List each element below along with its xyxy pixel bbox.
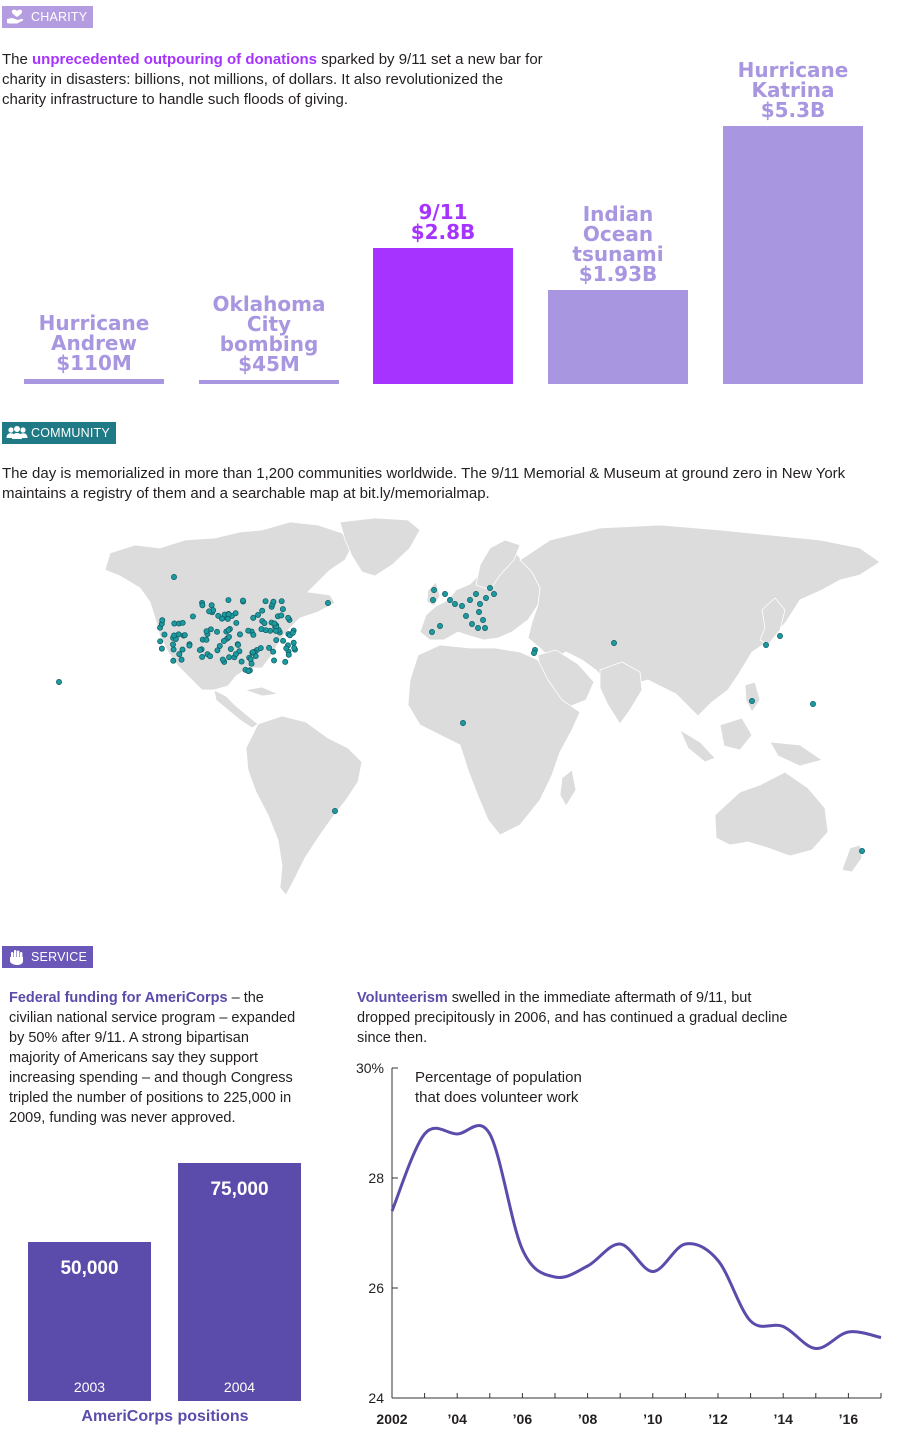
charity-bar: [373, 248, 513, 384]
land-greenland: [340, 518, 420, 576]
community-tag: [2, 422, 116, 444]
memorial-marker: [249, 661, 254, 666]
memorial-marker: [204, 629, 209, 634]
memorial-marker: [460, 720, 465, 725]
memorial-marker: [219, 616, 224, 621]
memorial-marker: [279, 613, 284, 618]
volunteer-rest: swelled in the immediate aftermath of 9/11, but dropped precipitously in 2006, and has continued a gradual decline since then.: [357, 990, 788, 1046]
y-tick-label: 24: [368, 1390, 384, 1406]
land-new-zealand: [842, 845, 862, 872]
memorial-marker: [226, 628, 231, 633]
memorial-marker: [482, 625, 487, 630]
charity-bar-value: $1.93B: [578, 262, 658, 287]
memorial-marker: [240, 598, 245, 603]
memorial-marker: [763, 642, 768, 647]
americorps-caption: AmeriCorps positions: [81, 1408, 249, 1425]
memorial-marker: [226, 634, 231, 639]
memorial-marker: [180, 647, 185, 652]
memorial-marker: [200, 654, 205, 659]
memorial-marker: [260, 608, 265, 613]
memorial-marker: [442, 591, 447, 596]
charity-bar-value: $110M: [56, 350, 132, 375]
memorial-marker: [158, 639, 163, 644]
community-tag-label: COMMUNITY: [31, 426, 110, 440]
charity-bar: [548, 290, 688, 384]
memorial-marker: [430, 597, 435, 602]
memorial-marker: [749, 698, 754, 703]
memorial-marker: [239, 659, 244, 664]
memorial-marker: [491, 591, 496, 596]
memorial-marker: [280, 638, 285, 643]
memorial-marker: [611, 640, 616, 645]
memorial-marker: [171, 658, 176, 663]
community-intro: The day is memorialized in more than 1,200 communities worldwide. The 9/11 Memorial & Museum at ground zero in New York maintains a registry of them and a searchable map at bit.ly/memorialmap.: [2, 465, 846, 502]
memorial-marker: [172, 621, 177, 626]
memorial-marker: [477, 601, 482, 606]
memorial-marker: [469, 621, 474, 626]
memorial-marker: [207, 654, 212, 659]
memorial-marker: [258, 645, 263, 650]
charity-bar: [24, 379, 164, 384]
memorial-marker: [160, 618, 165, 623]
memorial-marker: [291, 640, 296, 645]
americorps-bar-year: 2003: [73, 1378, 106, 1395]
land-north-america: [105, 522, 352, 690]
memorial-marker: [283, 659, 288, 664]
memorial-marker: [233, 611, 238, 616]
x-tick-label: ’10: [643, 1411, 663, 1427]
charity-bar-label: [363, 199, 523, 244]
memorial-marker: [273, 628, 278, 633]
charity-bar-name: Hurricane Katrina: [737, 58, 849, 102]
charity-tag: [2, 6, 93, 28]
americorps-bar-year: 2004: [223, 1379, 256, 1395]
raised-hand-icon: [6, 949, 28, 965]
memorial-marker: [204, 637, 209, 642]
memorial-marker: [209, 603, 214, 608]
memorial-marker: [286, 652, 291, 657]
memorial-marker: [233, 651, 238, 656]
volunteer-highlight: Volunteerism: [357, 990, 448, 1006]
memorial-marker: [483, 595, 488, 600]
memorial-marker: [179, 657, 184, 662]
memorial-marker: [271, 599, 276, 604]
memorial-marker: [452, 601, 457, 606]
memorial-marker: [437, 623, 442, 628]
memorial-marker: [480, 617, 485, 622]
charity-intro-prefix: The: [2, 51, 33, 68]
memorial-marker: [286, 615, 291, 620]
x-tick-label: ’08: [577, 1411, 598, 1427]
memorial-marker: [447, 597, 452, 602]
charity-bar-value: $2.8B: [410, 219, 476, 244]
charity-intro-highlight: unprecedented outpouring of donations: [32, 51, 317, 68]
memorial-marker: [859, 848, 864, 853]
chart-title-line: Percentage of population: [415, 1069, 582, 1086]
memorial-marker: [292, 645, 297, 650]
x-tick-label: ’14: [773, 1411, 793, 1427]
memorial-marker: [259, 627, 264, 632]
memorial-marker: [220, 657, 225, 662]
memorial-marker: [325, 600, 330, 605]
charity-bar-label: [713, 60, 873, 120]
charity-tag-label: CHARITY: [31, 10, 88, 24]
memorial-marker: [251, 615, 256, 620]
memorial-marker: [473, 591, 478, 596]
memorial-marker: [279, 599, 284, 604]
people-group-icon: [6, 425, 28, 441]
memorial-marker: [266, 645, 271, 650]
memorial-marker: [246, 628, 251, 633]
memorial-marker: [236, 642, 241, 647]
memorial-marker: [476, 609, 481, 614]
land-south-america: [246, 716, 362, 895]
memorial-marker: [271, 649, 276, 654]
memorial-marker: [431, 587, 436, 592]
memorial-marker: [810, 701, 815, 706]
memorial-marker: [226, 597, 231, 602]
memorial-marker: [429, 629, 434, 634]
americorps-highlight: Federal funding for AmeriCorps: [9, 990, 228, 1006]
volunteer-text: [357, 988, 792, 1048]
memorial-marker: [226, 612, 231, 617]
hand-heart-icon: [6, 9, 28, 25]
americorps-bar-value: 75,000: [210, 1179, 269, 1200]
land-sumatra: [680, 730, 715, 762]
charity-intro: [2, 50, 547, 110]
service-tag-label: SERVICE: [31, 950, 88, 964]
charity-bar-value: $5.3B: [760, 98, 826, 122]
americorps-bar: [178, 1163, 301, 1401]
land-philippines: [745, 682, 760, 712]
x-tick-label: ’16: [838, 1411, 859, 1427]
memorial-marker: [246, 669, 251, 674]
memorial-marker: [237, 632, 242, 637]
memorial-marker: [170, 642, 175, 647]
memorial-marker: [207, 609, 212, 614]
y-tick-label: 28: [368, 1170, 384, 1186]
memorial-marker: [180, 620, 185, 625]
land-australia: [715, 772, 828, 856]
memorial-marker: [162, 632, 167, 637]
charity-intro-rest: sparked by 9/11 set a new bar for charity in disasters: billions, not millions, of dollars. It also revolutionized the charity infrastructure to handle such floods of giving.: [2, 51, 543, 108]
memorial-marker: [214, 629, 219, 634]
memorial-marker: [171, 647, 176, 652]
memorial-marker: [171, 574, 176, 579]
charity-bar-label: [14, 310, 174, 375]
memorial-marker: [487, 585, 492, 590]
memorial-marker: [234, 620, 239, 625]
x-tick-label: ’06: [512, 1411, 533, 1427]
memorial-marker: [777, 633, 782, 638]
memorial-marker: [263, 599, 268, 604]
charity-bar-label: [189, 294, 349, 374]
memorial-marker: [290, 630, 295, 635]
charity-bar: [199, 380, 339, 384]
land-new-guinea: [770, 742, 822, 766]
volunteer-line-chart: [340, 1050, 890, 1441]
memorial-marker: [56, 679, 61, 684]
land-cuba: [245, 687, 278, 696]
americorps-text: [9, 988, 299, 1128]
memorial-marker: [177, 652, 182, 657]
memorial-marker: [228, 646, 233, 651]
charity-bar-value: $45M: [238, 352, 300, 376]
americorps-bar: [28, 1242, 151, 1401]
y-tick-label: 30%: [355, 1060, 384, 1076]
memorial-marker: [531, 650, 536, 655]
memorial-marker: [187, 643, 192, 648]
memorial-marker: [255, 612, 260, 617]
land-central-america: [214, 690, 258, 728]
memorial-marker: [200, 603, 205, 608]
memorial-marker: [332, 808, 337, 813]
x-tick-label: ’12: [708, 1411, 728, 1427]
memorial-marker: [274, 637, 279, 642]
world-map: [50, 518, 895, 898]
americorps-rest: – the civilian national service program – expanded by 50% after 9/11. A strong bipartisan majority of Americans say they support increasing spending – and though Congress tripled the number of positions to 225,000 in 2009, funding was never approved.: [9, 990, 296, 1126]
memorial-marker: [272, 621, 277, 626]
charity-bar-name: 9/11: [418, 199, 468, 224]
service-tag: [2, 946, 93, 968]
memorial-marker: [159, 646, 164, 651]
memorial-marker: [197, 647, 202, 652]
charity-bar-label: [538, 202, 698, 287]
memorial-marker: [251, 632, 256, 637]
memorial-marker: [190, 614, 195, 619]
charity-bar-name: Indian Ocean tsunami: [572, 202, 664, 267]
map-land: [105, 518, 880, 895]
charity-bar: [723, 126, 863, 384]
memorial-marker: [280, 607, 285, 612]
y-tick-label: 26: [368, 1280, 384, 1296]
memorial-marker: [217, 643, 222, 648]
memorial-marker: [463, 613, 468, 618]
chart-title-line: that does volunteer work: [415, 1089, 579, 1106]
x-tick-label: 2002: [376, 1411, 408, 1427]
memorial-marker: [176, 632, 181, 637]
volunteer-line: [392, 1125, 881, 1348]
x-tick-label: ’04: [447, 1411, 467, 1427]
memorial-marker: [475, 625, 480, 630]
memorial-marker: [262, 621, 267, 626]
memorial-marker: [226, 655, 231, 660]
charity-bar-name: Oklahoma City bombing: [212, 292, 326, 356]
charity-bar-name: Hurricane Andrew: [38, 310, 150, 355]
memorial-marker: [250, 650, 255, 655]
americorps-bar-value: 50,000: [60, 1258, 119, 1280]
memorial-marker: [221, 638, 226, 643]
memorial-marker: [182, 632, 187, 637]
memorial-marker: [467, 597, 472, 602]
memorial-marker: [271, 658, 276, 663]
memorial-marker: [459, 603, 464, 608]
land-madagascar: [560, 770, 576, 806]
land-borneo: [720, 718, 752, 750]
memorial-marker: [284, 646, 289, 651]
land-india: [600, 662, 642, 724]
